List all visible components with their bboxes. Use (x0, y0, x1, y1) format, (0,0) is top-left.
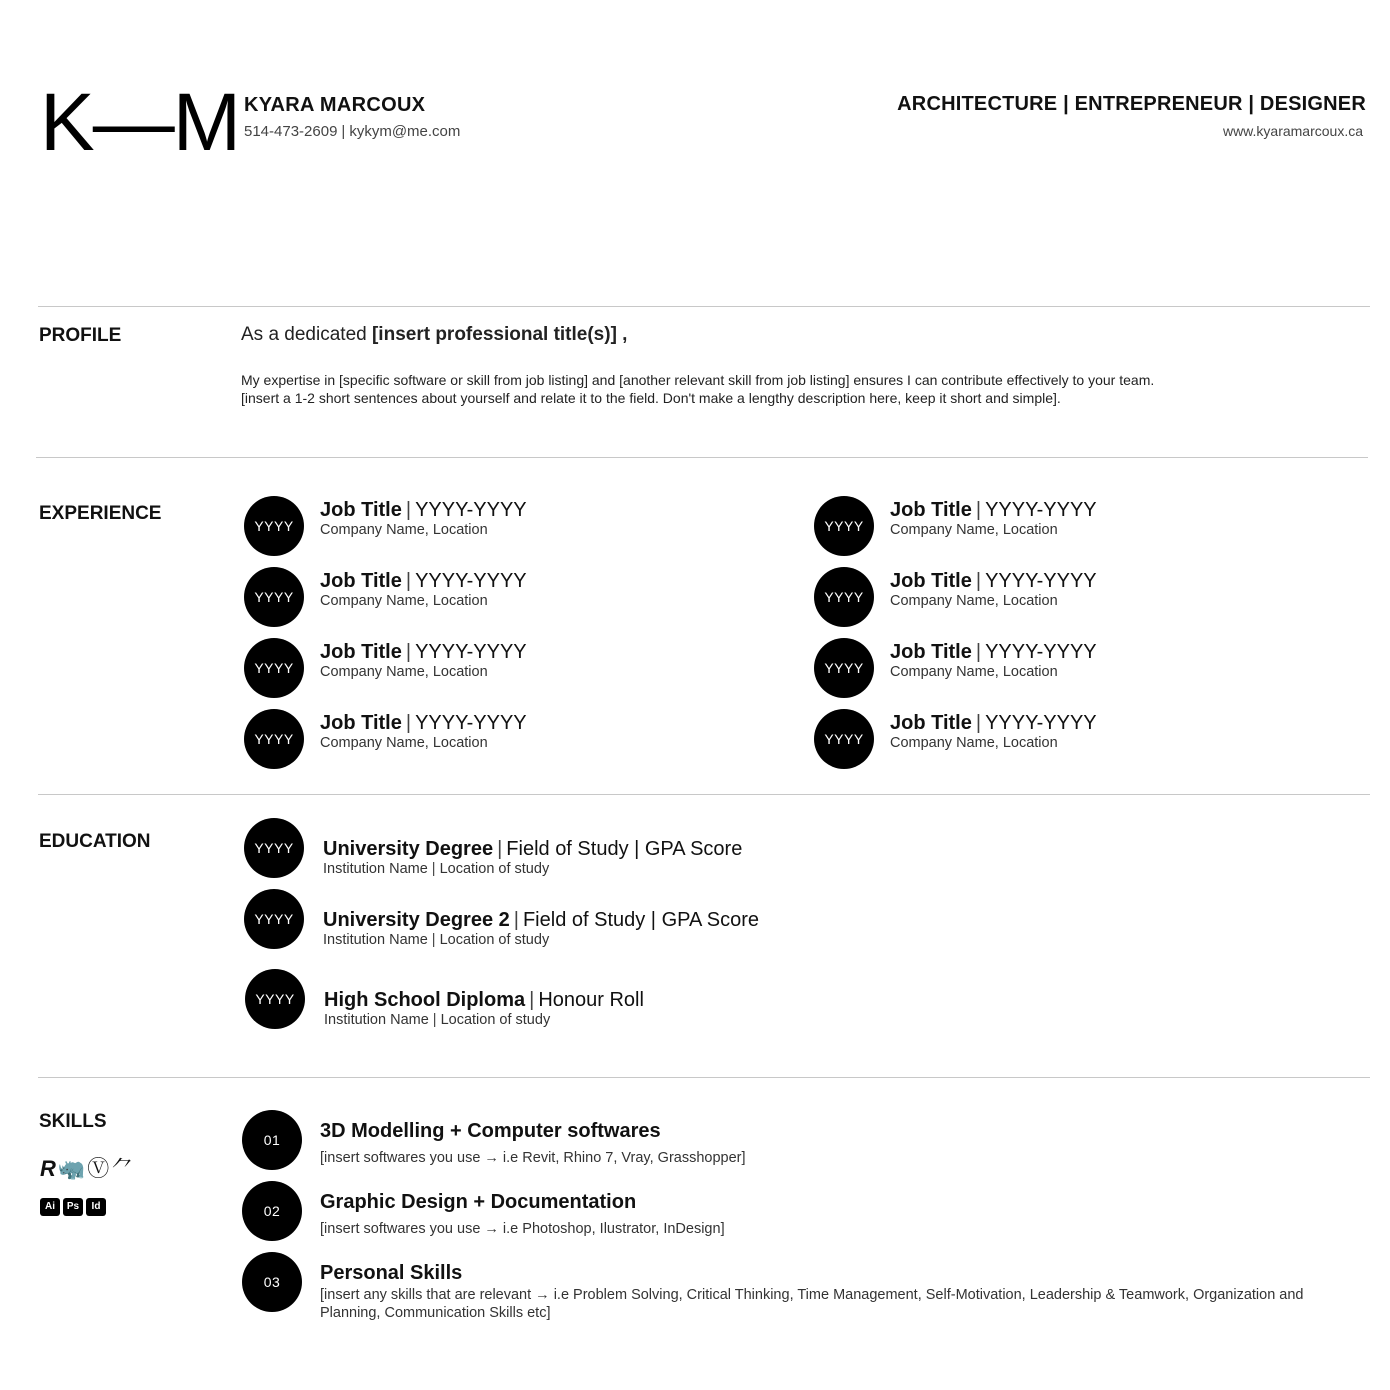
company-location: Company Name, Location (890, 735, 1058, 751)
year-badge: YYYY (814, 638, 874, 698)
job-title: Job Title (890, 570, 972, 592)
study-location: Location of study (439, 861, 550, 877)
degree: University Degree (323, 838, 494, 860)
institution: Institution Name (323, 861, 428, 877)
year-badge: YYYY (814, 709, 874, 769)
skill-description: [insert softwares you use → i.e Photoshop, Ilustrator, InDesign] (320, 1221, 725, 1237)
adobe-icons (40, 1196, 109, 1216)
institution: Institution Name (323, 932, 428, 948)
job-dates: YYYY-YYYY (985, 570, 1097, 592)
education-entry: High School Diploma | Honour Roll Institution Name | Location of study (324, 989, 644, 1028)
lead-text: As a dedicated (241, 324, 372, 345)
summary-line: [insert a 1-2 short sentences about yourself and relate it to the field. Don't make a lengthy description here, keep it short and simple]. (241, 390, 1061, 406)
job-dates: YYYY-YYYY (415, 499, 527, 521)
website-link[interactable]: www.kyaramarcoux.ca (1222, 123, 1363, 139)
profile-lead (241, 324, 627, 346)
job-title: Job Title (890, 641, 972, 663)
year-badge: YYYY (814, 567, 874, 627)
year-badge: YYYY (244, 818, 304, 878)
year-badge: YYYY (244, 638, 304, 698)
skill-entry (320, 1120, 1320, 1167)
divider (38, 794, 1370, 795)
job-entry: Job Title | YYYY-YYYY Company Name, Location (320, 641, 527, 680)
profile-summary (241, 371, 1341, 407)
contact-line: 514-473-2609 | kykym@me.com (244, 123, 461, 140)
grasshopper-icon: ⺈ (111, 1156, 136, 1181)
divider (38, 1077, 1370, 1078)
logo-monogram: K—M (40, 77, 239, 168)
year-badge: YYYY (245, 969, 305, 1029)
skill-title: 3D Modelling + Computer softwares (320, 1120, 661, 1142)
section-heading-skills: SKILLS (39, 1111, 107, 1132)
job-dates: YYYY-YYYY (415, 712, 527, 734)
education-entry: University Degree 2 | Field of Study | GPA Score Institution Name | Location of study (323, 909, 760, 948)
job-entry: Job Title | YYYY-YYYY Company Name, Location (890, 499, 1097, 538)
year-badge: YYYY (244, 567, 304, 627)
rhino-icon: 🦏 (57, 1156, 88, 1181)
year-badge: YYYY (244, 709, 304, 769)
year-badge: YYYY (244, 889, 304, 949)
indesign-icon: Id (86, 1198, 106, 1216)
degree: University Degree 2 (323, 909, 510, 931)
skill-title: Personal Skills (320, 1262, 463, 1284)
study-location: Location of study (439, 932, 550, 948)
skill-description: [insert softwares you use → i.e Revit, Rhino 7, Vray, Grasshopper] (320, 1150, 746, 1166)
section-heading-education: EDUCATION (39, 831, 151, 852)
skill-title: Graphic Design + Documentation (320, 1191, 637, 1213)
roles-tagline: ARCHITECTURE | ENTREPRENEUR | DESIGNER (897, 93, 1366, 115)
divider (36, 457, 1368, 458)
job-dates: YYYY-YYYY (415, 641, 527, 663)
degree-details: Honour Roll (538, 989, 644, 1011)
degree: High School Diploma (324, 989, 526, 1011)
job-title: Job Title (320, 570, 402, 592)
divider (38, 306, 1370, 307)
job-entry: Job Title | YYYY-YYYY Company Name, Location (890, 712, 1097, 751)
skill-description: [insert any skills that are relevant → i.e Problem Solving, Critical Thinking, Time Management, Self-Motivation, Leadership & Teamwork, Organization and Planning, Communication Skills etc] (320, 1287, 1304, 1321)
section-heading-experience: EXPERIENCE (39, 503, 162, 524)
job-dates: YYYY-YYYY (985, 641, 1097, 663)
degree-details: Field of Study | GPA Score (506, 838, 743, 860)
3d-software-icons (40, 1152, 135, 1183)
job-dates: YYYY-YYYY (985, 499, 1097, 521)
email-link[interactable]: kykym@me.com (349, 123, 461, 140)
company-location: Company Name, Location (320, 522, 488, 538)
job-entry: Job Title | YYYY-YYYY Company Name, Location (890, 570, 1097, 609)
job-title: Job Title (320, 712, 402, 734)
job-entry: Job Title | YYYY-YYYY Company Name, Location (320, 570, 527, 609)
company-location: Company Name, Location (890, 522, 1058, 538)
skill-entry (320, 1191, 1320, 1238)
skill-number: 02 (242, 1181, 302, 1241)
job-title: Job Title (890, 712, 972, 734)
institution: Institution Name (324, 1012, 429, 1028)
section-heading-profile: PROFILE (39, 325, 122, 346)
skill-entry (320, 1262, 1320, 1322)
company-location: Company Name, Location (890, 664, 1058, 680)
job-dates: YYYY-YYYY (415, 570, 527, 592)
year-badge: YYYY (244, 496, 304, 556)
job-title: Job Title (890, 499, 972, 521)
illustrator-icon: Ai (40, 1198, 60, 1216)
degree-details: Field of Study | GPA Score (522, 909, 760, 931)
job-dates: YYYY-YYYY (985, 712, 1097, 734)
company-location: Company Name, Location (320, 735, 488, 751)
revit-icon: R (40, 1156, 58, 1181)
phone: 514-473-2609 (244, 123, 338, 140)
job-title: Job Title (320, 641, 402, 663)
company-location: Company Name, Location (890, 593, 1058, 609)
job-entry: Job Title | YYYY-YYYY Company Name, Location (320, 712, 527, 751)
education-entry: University Degree | Field of Study | GPA Score Institution Name | Location of study (323, 838, 743, 877)
company-location: Company Name, Location (320, 593, 488, 609)
company-location: Company Name, Location (320, 664, 488, 680)
full-name: KYARA MARCOUX (244, 94, 426, 116)
summary-line: My expertise in [specific software or skill from job listing] and [another relevant skill from job listing] ensures I can contribute effectively to your team. (241, 372, 1155, 388)
job-title: Job Title (320, 499, 402, 521)
vray-icon: Ⓥ (87, 1156, 112, 1181)
job-entry: Job Title | YYYY-YYYY Company Name, Location (320, 499, 527, 538)
skill-number: 01 (242, 1110, 302, 1170)
study-location: Location of study (440, 1012, 551, 1028)
photoshop-icon: Ps (63, 1198, 83, 1216)
lead-title: [insert professional title(s)] , (371, 324, 628, 345)
skill-number: 03 (242, 1252, 302, 1312)
year-badge: YYYY (814, 496, 874, 556)
job-entry: Job Title | YYYY-YYYY Company Name, Location (890, 641, 1097, 680)
